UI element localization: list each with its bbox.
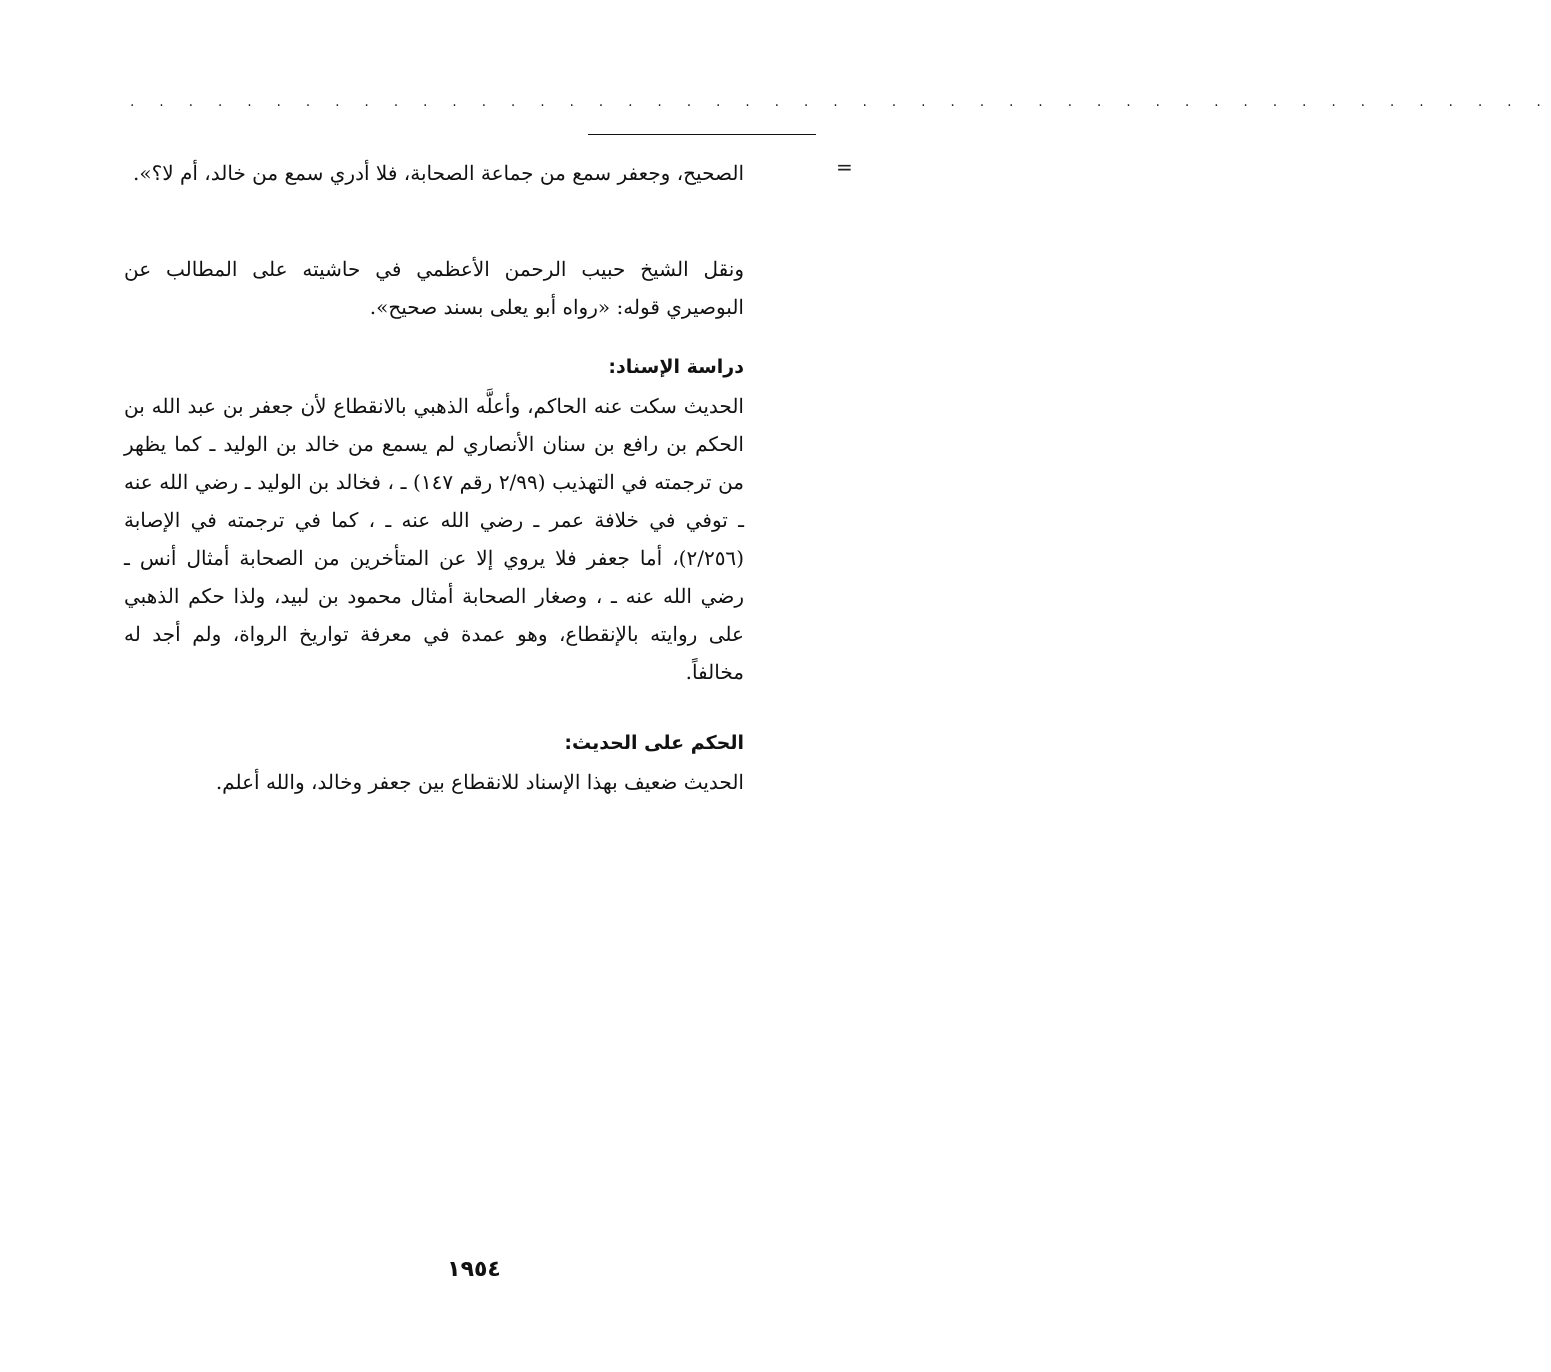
ruling-section	[124, 724, 744, 801]
quote-paragraph: الصحيح، وجعفر سمع من جماعة الصحابة، فلا أدري سمع من خالد، أم لا؟».	[133, 161, 744, 185]
note-block	[124, 250, 744, 326]
footnote-rule	[588, 134, 816, 135]
note-paragraph: ونقل الشيخ حبيب الرحمن الأعظمي في حاشيته على المطالب عن البوصيري قوله: «رواه أبو يعلى بسند صحيح».	[124, 257, 744, 319]
ruling-paragraph: الحديث ضعيف بهذا الإسناد للانقطاع بين جعفر وخالد، والله أعلم.	[215, 770, 744, 794]
dotted-separator: . . . . . . . . . . . . . . . . . . . . . . . . . . . . . . . . . . . . . . . . . . . . . . . . .	[130, 94, 1551, 110]
isnad-study-section	[124, 348, 744, 691]
isnad-study-heading: دراسة الإسناد:	[608, 356, 744, 378]
ruling-heading: الحكم على الحديث:	[564, 732, 744, 754]
continuation-mark: =	[836, 155, 853, 179]
quote-block	[124, 154, 744, 192]
isnad-study-paragraph: الحديث سكت عنه الحاكم، وأعلَّه الذهبي بالانقطاع لأن جعفر بن عبد الله بن الحكم بن رافع بن سنان الأنصاري لم يسمع من خالد بن الوليد ـ كما يظهر من ترجمته في التهذيب (٢/٩٩ رقم ١٤٧) ـ ، فخالد بن الوليد ـ رضي الله عنه ـ توفي في خلافة عمر ـ رضي الله عنه ـ ، كما في ترجمته في الإصابة (٢/٢٥٦)، أما جعفر فلا يروي إلا عن المتأخرين من الصحابة أمثال أنس ـ رضي الله عنه ـ ، وصغار الصحابة أمثال محمود بن لبيد، ولذا حكم الذهبي على روايته بالإنقطاع، وهو عمدة في معرفة تواريخ الرواة، ولم أجد له مخالفاً.	[124, 394, 745, 684]
page-number: ١٩٥٤	[447, 1257, 501, 1282]
